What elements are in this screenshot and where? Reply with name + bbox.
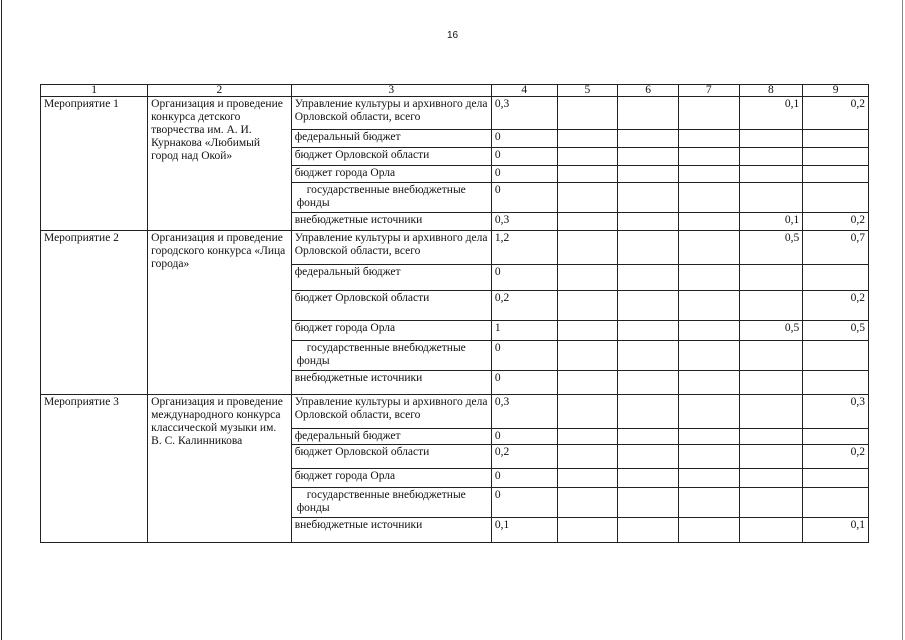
value-cell-col-6 <box>618 469 679 488</box>
value-cell-col-5 <box>557 291 618 321</box>
table-row <box>41 231 869 265</box>
funding-source: внебюджетные источники <box>291 213 491 231</box>
value-cell-col-7 <box>678 148 739 166</box>
value-cell-col-5 <box>557 469 618 488</box>
funding-source: государственные внебюджетные фонды <box>291 183 491 213</box>
value-cell-col-7 <box>678 231 739 265</box>
budget-table <box>40 84 869 543</box>
value-cell-col-9: 0,2 <box>803 445 869 469</box>
value-cell-col-7 <box>678 429 739 445</box>
value-cell-col-9 <box>803 469 869 488</box>
value-cell-col-4: 0,1 <box>491 518 557 543</box>
value-cell-col-4: 0,3 <box>491 395 557 429</box>
funding-source: бюджет города Орла <box>291 166 491 183</box>
value-cell-col-4: 0,2 <box>491 445 557 469</box>
event-title: Организация и проведение международного конкурса классической музыки им. В. С. Калинникова <box>148 395 292 543</box>
value-cell-col-8 <box>739 291 803 321</box>
value-cell-col-5 <box>557 130 618 148</box>
value-cell-col-6 <box>618 97 679 130</box>
value-cell-col-5 <box>557 166 618 183</box>
value-cell-col-6 <box>618 265 679 291</box>
value-cell-col-6 <box>618 488 679 518</box>
value-cell-col-4: 0 <box>491 130 557 148</box>
value-cell-col-7 <box>678 213 739 231</box>
value-cell-col-6 <box>618 148 679 166</box>
value-cell-col-5 <box>557 265 618 291</box>
value-cell-col-9: 0,2 <box>803 97 869 130</box>
value-cell-col-4: 1,2 <box>491 231 557 265</box>
value-cell-col-5 <box>557 97 618 130</box>
column-header: 7 <box>678 85 739 97</box>
funding-source: государственные внебюджетные фонды <box>291 341 491 371</box>
column-header: 9 <box>803 85 869 97</box>
value-cell-col-7 <box>678 130 739 148</box>
funding-source-total: Управление культуры и архивного дела Орловской области, всего <box>291 231 491 265</box>
value-cell-col-8: 0,1 <box>739 213 803 231</box>
funding-source: бюджет Орловской области <box>291 445 491 469</box>
value-cell-col-4: 0 <box>491 166 557 183</box>
value-cell-col-9: 0,7 <box>803 231 869 265</box>
value-cell-col-8 <box>739 445 803 469</box>
value-cell-col-6 <box>618 166 679 183</box>
value-cell-col-8 <box>739 183 803 213</box>
event-title: Организация и проведение городского конкурса «Лица города» <box>148 231 292 395</box>
value-cell-col-8 <box>739 371 803 395</box>
event-name: Мероприятие 3 <box>41 395 148 543</box>
value-cell-col-8 <box>739 518 803 543</box>
value-cell-col-7 <box>678 488 739 518</box>
value-cell-col-5 <box>557 395 618 429</box>
value-cell-col-7 <box>678 166 739 183</box>
table-body <box>41 97 869 543</box>
column-header: 8 <box>739 85 803 97</box>
value-cell-col-6 <box>618 231 679 265</box>
value-cell-col-9 <box>803 488 869 518</box>
value-cell-col-9: 0,2 <box>803 213 869 231</box>
value-cell-col-6 <box>618 183 679 213</box>
funding-source-total: Управление культуры и архивного дела Орловской области, всего <box>291 97 491 130</box>
value-cell-col-5 <box>557 213 618 231</box>
value-cell-col-4: 0 <box>491 429 557 445</box>
value-cell-col-7 <box>678 341 739 371</box>
column-header: 4 <box>491 85 557 97</box>
value-cell-col-9 <box>803 166 869 183</box>
value-cell-col-6 <box>618 395 679 429</box>
value-cell-col-8 <box>739 130 803 148</box>
value-cell-col-9: 0,3 <box>803 395 869 429</box>
value-cell-col-7 <box>678 183 739 213</box>
value-cell-col-9: 0,1 <box>803 518 869 543</box>
value-cell-col-6 <box>618 518 679 543</box>
value-cell-col-9 <box>803 371 869 395</box>
value-cell-col-9 <box>803 148 869 166</box>
funding-source: бюджет Орловской области <box>291 291 491 321</box>
value-cell-col-4: 0 <box>491 183 557 213</box>
funding-source: федеральный бюджет <box>291 130 491 148</box>
page-edge-left <box>1 0 2 640</box>
value-cell-col-9 <box>803 265 869 291</box>
funding-source-total: Управление культуры и архивного дела Орловской области, всего <box>291 395 491 429</box>
value-cell-col-7 <box>678 321 739 341</box>
value-cell-col-4: 0 <box>491 341 557 371</box>
value-cell-col-4: 0 <box>491 265 557 291</box>
funding-source: федеральный бюджет <box>291 265 491 291</box>
page-number: 16 <box>446 30 459 41</box>
value-cell-col-8 <box>739 429 803 445</box>
value-cell-col-6 <box>618 341 679 371</box>
value-cell-col-5 <box>557 445 618 469</box>
value-cell-col-8: 0,1 <box>739 97 803 130</box>
value-cell-col-9: 0,2 <box>803 291 869 321</box>
value-cell-col-8 <box>739 395 803 429</box>
value-cell-col-7 <box>678 469 739 488</box>
funding-source: внебюджетные источники <box>291 518 491 543</box>
value-cell-col-7 <box>678 445 739 469</box>
value-cell-col-8: 0,5 <box>739 321 803 341</box>
value-cell-col-4: 0 <box>491 488 557 518</box>
value-cell-col-5 <box>557 518 618 543</box>
value-cell-col-9: 0,5 <box>803 321 869 341</box>
page-edge-right <box>902 0 903 640</box>
value-cell-col-4: 1 <box>491 321 557 341</box>
value-cell-col-6 <box>618 445 679 469</box>
value-cell-col-5 <box>557 148 618 166</box>
funding-source: федеральный бюджет <box>291 429 491 445</box>
value-cell-col-5 <box>557 371 618 395</box>
value-cell-col-7 <box>678 291 739 321</box>
value-cell-col-8 <box>739 148 803 166</box>
column-header: 1 <box>41 85 148 97</box>
value-cell-col-5 <box>557 488 618 518</box>
column-header: 6 <box>618 85 679 97</box>
value-cell-col-9 <box>803 183 869 213</box>
event-title: Организация и проведение конкурса детского творчества им. А. И. Курнакова «Любимый город над Окой» <box>148 97 292 231</box>
value-cell-col-5 <box>557 231 618 265</box>
value-cell-col-6 <box>618 321 679 341</box>
value-cell-col-7 <box>678 265 739 291</box>
value-cell-col-7 <box>678 371 739 395</box>
value-cell-col-7 <box>678 518 739 543</box>
value-cell-col-5 <box>557 183 618 213</box>
value-cell-col-5 <box>557 321 618 341</box>
funding-source: бюджет Орловской области <box>291 148 491 166</box>
value-cell-col-9 <box>803 130 869 148</box>
value-cell-col-4: 0,2 <box>491 291 557 321</box>
funding-source: бюджет города Орла <box>291 469 491 488</box>
value-cell-col-7 <box>678 395 739 429</box>
value-cell-col-8: 0,5 <box>739 231 803 265</box>
value-cell-col-4: 0 <box>491 469 557 488</box>
value-cell-col-5 <box>557 341 618 371</box>
value-cell-col-5 <box>557 429 618 445</box>
value-cell-col-6 <box>618 130 679 148</box>
value-cell-col-8 <box>739 469 803 488</box>
table-row <box>41 395 869 429</box>
value-cell-col-9 <box>803 429 869 445</box>
value-cell-col-8 <box>739 265 803 291</box>
value-cell-col-4: 0 <box>491 148 557 166</box>
column-number-row <box>41 85 869 97</box>
value-cell-col-6 <box>618 371 679 395</box>
funding-source: бюджет города Орла <box>291 321 491 341</box>
column-header: 2 <box>148 85 292 97</box>
value-cell-col-8 <box>739 488 803 518</box>
value-cell-col-4: 0 <box>491 371 557 395</box>
value-cell-col-8 <box>739 166 803 183</box>
value-cell-col-6 <box>618 429 679 445</box>
column-header: 5 <box>557 85 618 97</box>
value-cell-col-4: 0,3 <box>491 97 557 130</box>
event-name: Мероприятие 2 <box>41 231 148 395</box>
funding-source: внебюджетные источники <box>291 371 491 395</box>
value-cell-col-4: 0,3 <box>491 213 557 231</box>
value-cell-col-9 <box>803 341 869 371</box>
table-row <box>41 97 869 130</box>
funding-source: государственные внебюджетные фонды <box>291 488 491 518</box>
value-cell-col-7 <box>678 97 739 130</box>
value-cell-col-6 <box>618 213 679 231</box>
value-cell-col-6 <box>618 291 679 321</box>
value-cell-col-8 <box>739 341 803 371</box>
column-header: 3 <box>291 85 491 97</box>
event-name: Мероприятие 1 <box>41 97 148 231</box>
